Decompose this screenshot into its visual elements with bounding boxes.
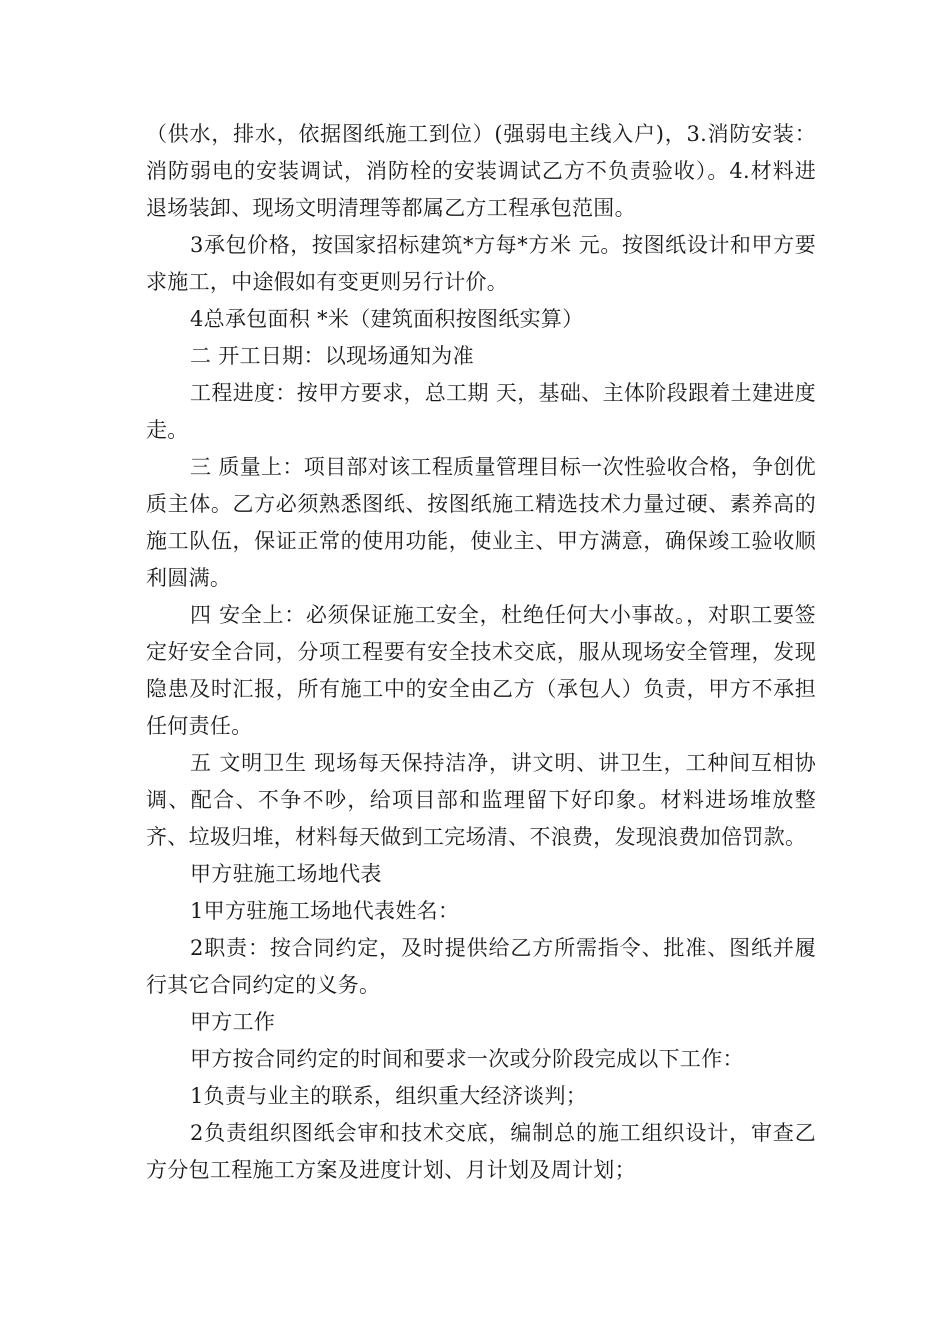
paragraph-progress: 工程进度：按甲方要求，总工期 天，基础、主体阶段跟着土建进度走。 (146, 381, 816, 442)
paragraph-party-a-work-item-1: 1负责与业主的联系，组织重大经济谈判； (190, 1084, 588, 1108)
paragraph-safety: 四 安全上：必须保证施工安全，杜绝任何大小事故。，对职工要签定好安全合同，分项工程要有安全技术交底，服从现场安全管理，发现隐患及时汇报，所有施工中的安全由乙方（承包人）负责，甲方不承担任何责任。 (146, 603, 816, 738)
paragraph-representative-duties: 2职责：按合同约定，及时提供给乙方所需指令、批准、图纸并履行其它合同约定的义务。 (146, 936, 816, 997)
paragraph-quality: 三 质量上：项目部对该工程质量管理目标一次性验收合格，争创优质主体。乙方必须熟悉图纸、按图纸施工精选技术力量过硬、素养高的施工队伍，保证正常的使用功能，使业主、甲方满意，确保竣工验收顺利圆满。 (146, 455, 816, 590)
heading-party-a-work: 甲方工作 (190, 1010, 276, 1034)
paragraph-representative-name: 1甲方驻施工场地代表姓名： (190, 899, 460, 923)
paragraph-party-a-work-intro: 甲方按合同约定的时间和要求一次或分阶段完成以下工作： (190, 1047, 744, 1071)
paragraph-start-date: 二 开工日期：以现场通知为准 (190, 344, 474, 368)
paragraph-scope-continued: （供水，排水，依据图纸施工到位）(强弱电主线入户)，3.消防安装：消防弱电的安装调试，消防栓的安装调试乙方不负责验收）。4.材料进退场装卸、现场文明清理等都属乙方工程承包范围。 (146, 122, 816, 220)
document-body (146, 116, 816, 1189)
paragraph-party-a-work-item-2: 2负责组织图纸会审和技术交底，编制总的施工组织设计，审查乙方分包工程施工方案及进度计划、月计划及周计划； (146, 1121, 816, 1182)
heading-party-a-representative: 甲方驻施工场地代表 (190, 862, 382, 886)
paragraph-contract-price: 3承包价格，按国家招标建筑*方每*方米 元。按图纸设计和甲方要求施工，中途假如有变更则另行计价。 (146, 233, 816, 294)
paragraph-civilized-hygiene: 五 文明卫生 现场每天保持洁净，讲文明、讲卫生，工种间互相协调、配合、不争不吵，给项目部和监理留下好印象。材料进场堆放整齐、垃圾归堆，材料每天做到工完场清、不浪费，发现浪费加倍罚款。 (146, 751, 816, 849)
paragraph-total-area: 4总承包面积 *米（建筑面积按图纸实算） (190, 307, 584, 331)
